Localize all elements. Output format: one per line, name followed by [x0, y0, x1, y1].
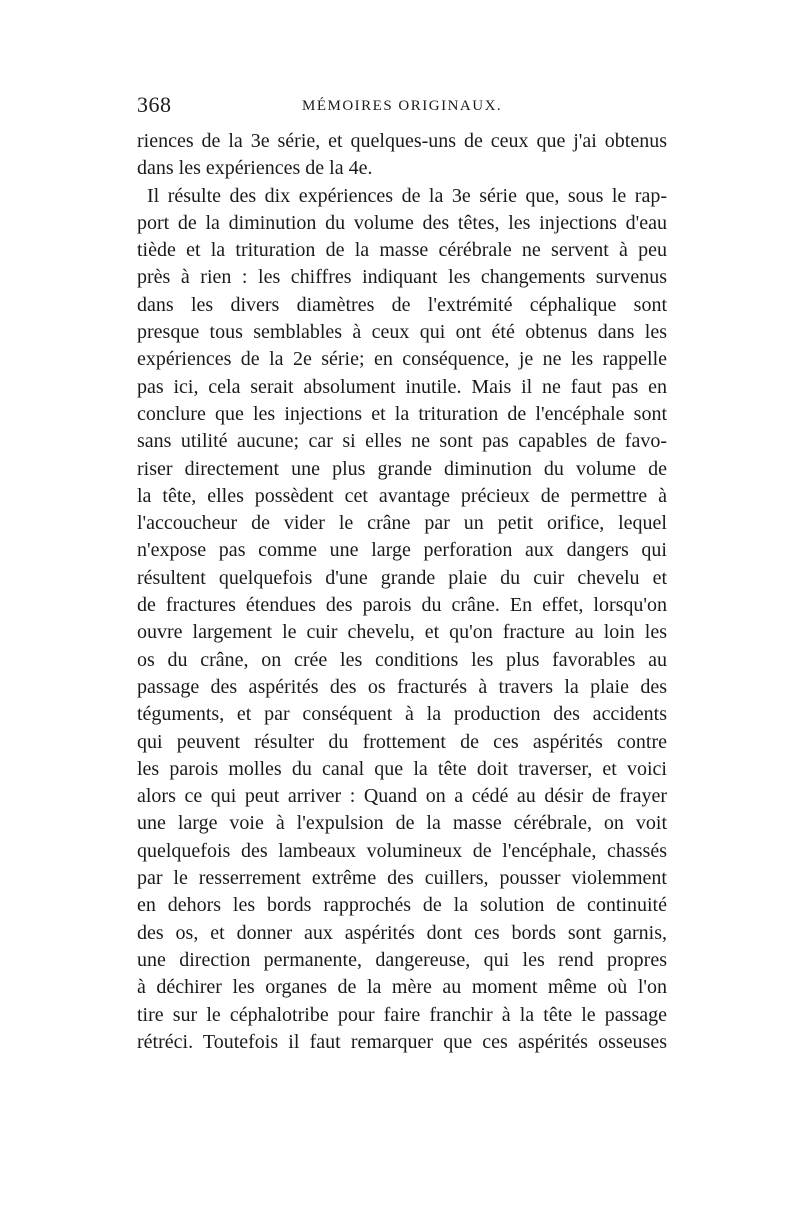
text-line: alors ce qui peut arriver : Quand on a cédé au désir de frayer — [137, 785, 667, 808]
body-text — [137, 128, 667, 1056]
text-line: pas ici, cela serait absolument inutile. Mais il ne faut pas en — [137, 375, 667, 398]
text-line: à déchirer les organes de la mère au moment même où l'on — [137, 976, 667, 999]
text-line: les parois molles du canal que la tête doit traverser, et voici — [137, 757, 667, 780]
text-line: téguments, et par conséquent à la production des accidents — [137, 703, 667, 726]
text-line: en dehors les bords rapprochés de la solution de continuité — [137, 894, 667, 917]
text-line: presque tous semblables à ceux qui ont été obtenus dans les — [137, 321, 667, 344]
text-line: une large voie à l'expulsion de la masse cérébrale, on voit — [137, 812, 667, 835]
text-line: dans les expériences de la 4e. — [137, 157, 373, 180]
text-line: tiède et la trituration de la masse cérébrale ne servent à peu — [137, 239, 667, 262]
text-line: par le resserrement extrême des cuillers, pousser violemment — [137, 867, 667, 890]
page-number: 368 — [137, 92, 172, 117]
text-line: l'accoucheur de vider le crâne par un petit orifice, lequel — [137, 512, 667, 535]
text-line: qui peuvent résulter du frottement de ces aspérités contre — [137, 730, 667, 753]
text-line: n'expose pas comme une large perforation aux dangers qui — [137, 539, 667, 562]
text-line: expériences de la 2e série; en conséquence, je ne les rappelle — [137, 348, 667, 371]
page-header — [137, 92, 657, 122]
text-line: riences de la 3e série, et quelques-uns de ceux que j'ai obtenus — [137, 130, 667, 152]
text-line: Il résulte des dix expériences de la 3e série que, sous le rap- — [147, 184, 667, 207]
text-line: la tête, elles possèdent cet avantage précieux de permettre à — [137, 484, 667, 507]
text-line: os du crâne, on crée les conditions les plus favorables au — [137, 648, 667, 671]
text-line: des os, et donner aux aspérités dont ces bords sont garnis, — [137, 921, 667, 944]
text-line: riser directement une plus grande diminution du volume de — [137, 457, 667, 480]
text-line: résultent quelquefois d'une grande plaie du cuir chevelu et — [137, 566, 667, 589]
text-line: tire sur le céphalotribe pour faire franchir à la tête le passage — [137, 1003, 667, 1026]
text-line: près à rien : les chiffres indiquant les changements survenus — [137, 266, 667, 289]
text-line: passage des aspérités des os fracturés à travers la plaie des — [137, 675, 667, 698]
text-line: rétréci. Toutefois il faut remarquer que ces aspérités osseuses — [137, 1030, 667, 1053]
text-line: quelquefois des lambeaux volumineux de l'encéphale, chassés — [137, 839, 667, 862]
text-line: conclure que les injections et la trituration de l'encéphale sont — [137, 402, 667, 425]
running-title: MÉMOIRES ORIGINAUX. — [302, 98, 503, 114]
text-line: sans utilité aucune; car si elles ne sont pas capables de favo- — [137, 430, 667, 453]
text-line: port de la diminution du volume des têtes, les injections d'eau — [137, 211, 667, 234]
text-line: de fractures étendues des parois du crâne. En effet, lorsqu'on — [137, 594, 667, 617]
text-line: ouvre largement le cuir chevelu, et qu'on fracture au loin les — [137, 621, 667, 644]
text-line: dans les divers diamètres de l'extrémité céphalique sont — [137, 293, 667, 316]
text-line: une direction permanente, dangereuse, qui les rend propres — [137, 948, 667, 971]
